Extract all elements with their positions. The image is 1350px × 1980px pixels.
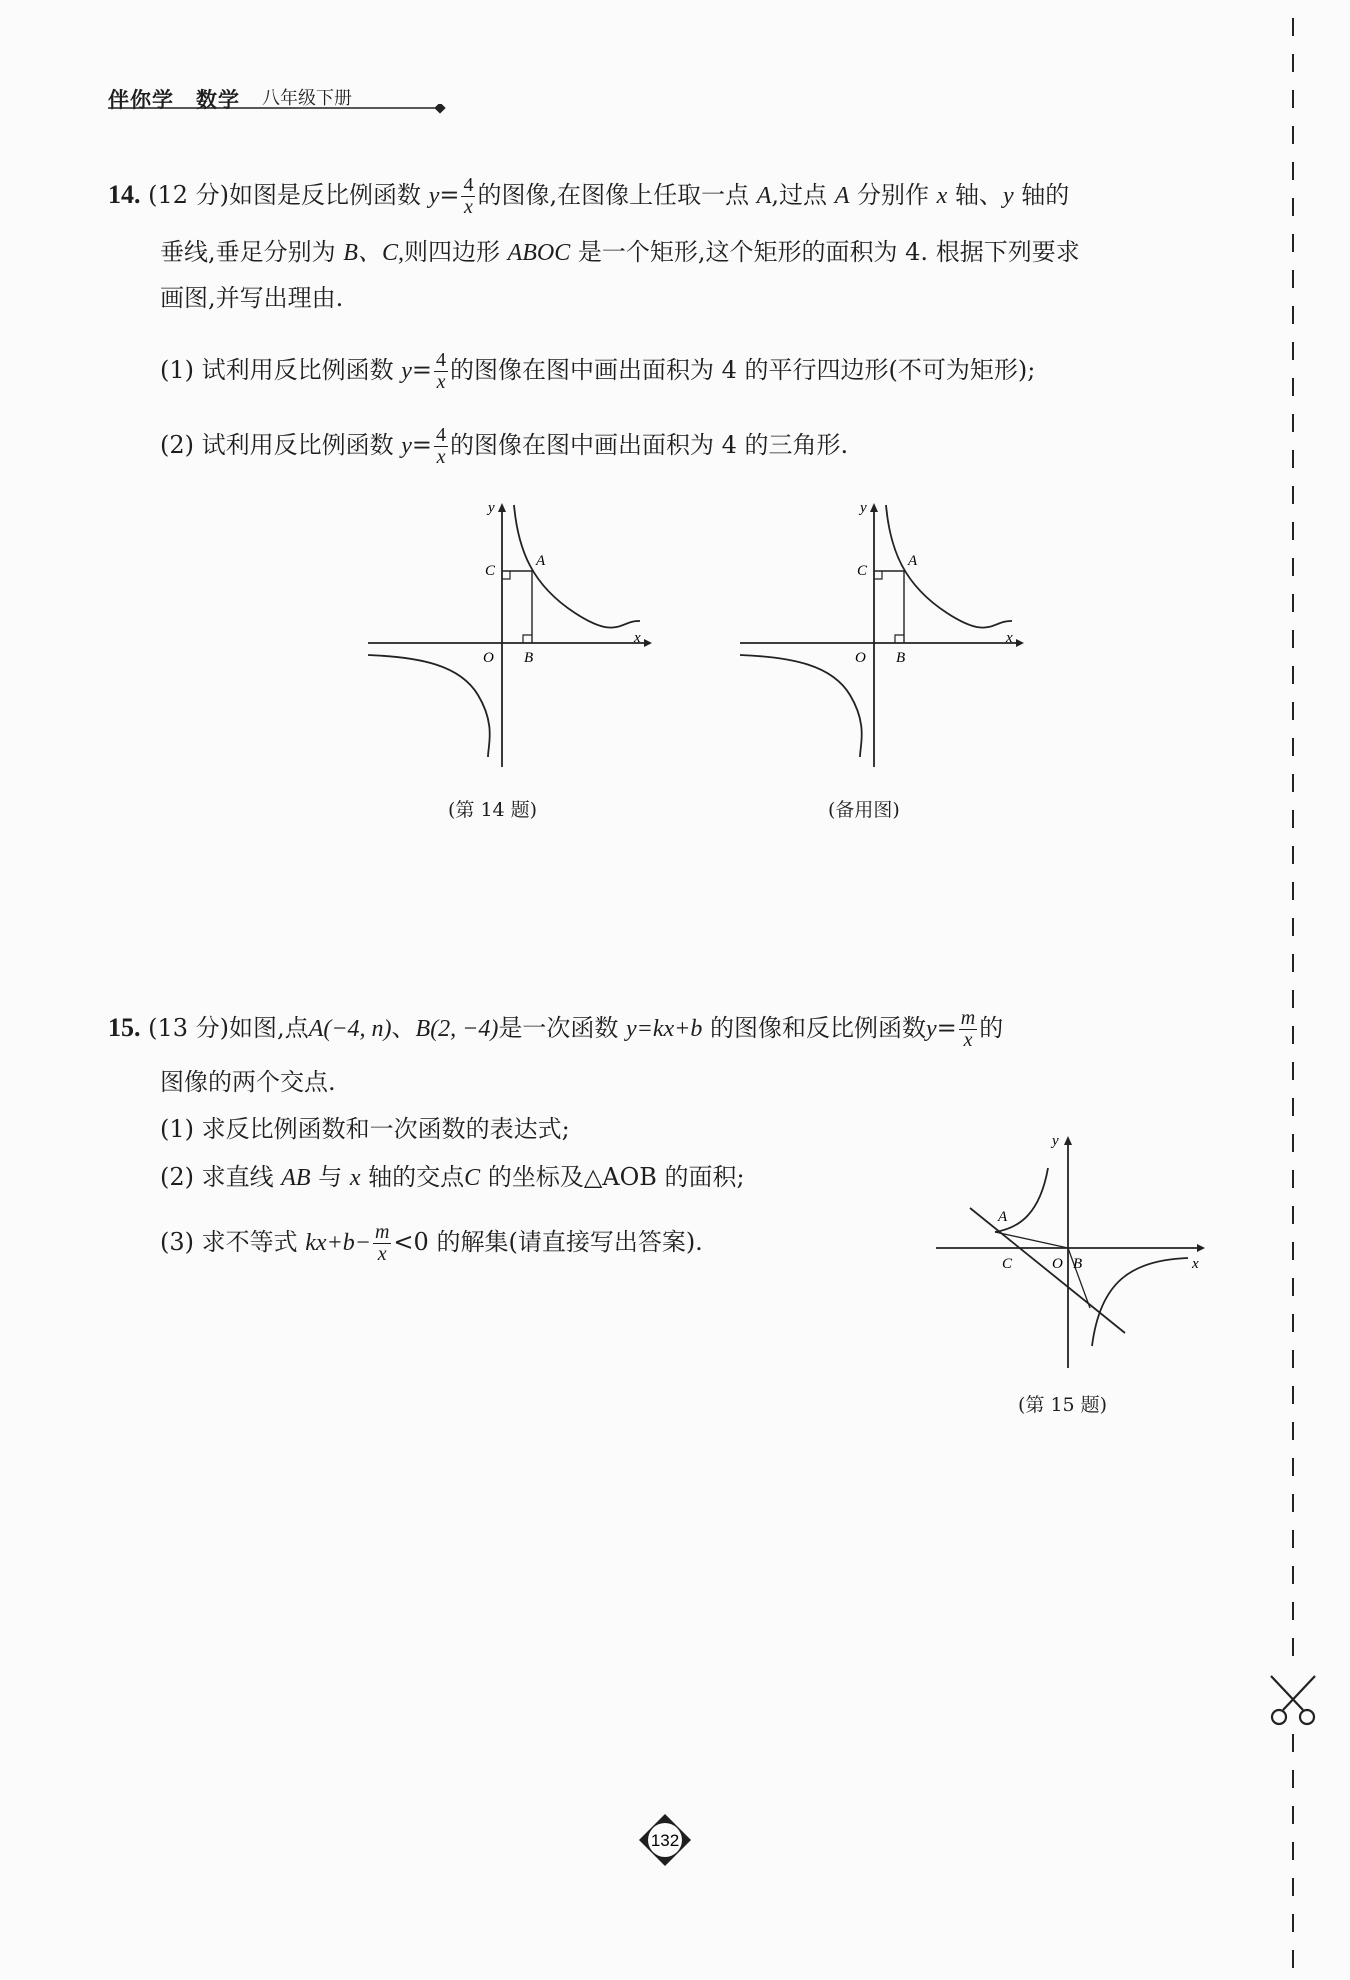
- var-y: y: [428, 183, 440, 209]
- line-AB: [970, 1208, 1125, 1333]
- var-BC: B、C,: [343, 240, 404, 266]
- page-number-badge: [637, 1812, 693, 1868]
- frac-den: x: [436, 446, 446, 468]
- label-O: O: [483, 650, 494, 666]
- label-C: C: [857, 563, 868, 579]
- q14-fig2-caption: (备用图): [828, 799, 900, 821]
- frac-den: x: [963, 1029, 973, 1051]
- q15-text: 的解集(请直接写出答案).: [436, 1228, 703, 1256]
- var-y: y: [1002, 183, 1014, 209]
- label-O: O: [855, 650, 866, 666]
- q14-text: ,过点: [771, 181, 828, 209]
- var-x: x: [936, 183, 948, 209]
- right-angle-mark: [874, 571, 882, 579]
- linear-eq: y=kx+b: [626, 1016, 703, 1042]
- label-y: y: [1052, 1133, 1059, 1149]
- q14-fraction: [434, 425, 448, 468]
- q15-figure: [930, 1128, 1210, 1378]
- eq: =: [439, 181, 460, 209]
- q15-text: 的图像和反比例函数: [710, 1014, 927, 1042]
- label-A: A: [908, 553, 918, 569]
- var-y: y: [401, 358, 412, 384]
- sep: 、: [391, 1014, 416, 1042]
- q15-text: 是一次函数: [498, 1014, 619, 1042]
- q14-figure: [360, 495, 660, 775]
- q15-text: 轴的交点: [368, 1163, 465, 1191]
- hyperbola-q4: [1092, 1258, 1188, 1346]
- var-y: y: [926, 1016, 937, 1042]
- badge-shape: [637, 1812, 693, 1868]
- q14-text: 是一个矩形,这个矩形的面积为 4. 根据下列要求: [577, 238, 1080, 266]
- q15-part-2: [160, 1165, 745, 1190]
- q14-part-2: [160, 425, 848, 468]
- q14-score: (12 分): [148, 181, 230, 209]
- var-y: y: [401, 433, 412, 459]
- hyperbola-q1: [514, 505, 640, 628]
- q14-text: 轴的: [1021, 181, 1070, 209]
- eq: =: [411, 356, 433, 384]
- q14-text: 的图像在图中画出面积为 4 的三角形.: [450, 431, 849, 459]
- label-B: B: [1073, 1256, 1083, 1272]
- label-x: x: [1192, 1256, 1199, 1272]
- page-number: 132: [650, 1831, 680, 1850]
- q15-fraction: [373, 1222, 391, 1265]
- frac-num: m: [960, 1007, 976, 1029]
- q14-line-3: 画图,并写出理由.: [160, 284, 344, 312]
- header-subtitle: 八年级下册: [262, 88, 352, 109]
- q15-text: 如图,点: [229, 1014, 309, 1042]
- x-arrow: [1197, 1244, 1205, 1252]
- eq: =: [411, 431, 433, 459]
- q14-number: 14.: [108, 180, 141, 209]
- inequality-lt: <0: [393, 1228, 429, 1256]
- frac-num: m: [374, 1221, 390, 1243]
- label-O: O: [1052, 1256, 1063, 1272]
- q14-line-1: [108, 175, 1069, 218]
- var-ABOC: ABOC: [507, 240, 571, 266]
- q14-text: (1) 试利用反比例函数: [160, 356, 394, 384]
- frac-num: 4: [436, 349, 447, 371]
- q14-text: 轴、: [954, 181, 1003, 209]
- q15-score: (13 分): [148, 1014, 230, 1042]
- eq: =: [936, 1014, 957, 1042]
- label-C: C: [485, 563, 496, 579]
- point-A: A(−4, n): [308, 1016, 392, 1042]
- q14-text: 则四边形: [403, 238, 500, 266]
- hyperbola-q1: [886, 505, 1012, 628]
- q14-fig1-caption: (第 14 题): [448, 799, 538, 821]
- y-arrow: [498, 503, 506, 512]
- var-A: A: [834, 183, 850, 209]
- q14-text: (2) 试利用反比例函数: [160, 431, 394, 459]
- frac-num: 4: [436, 424, 447, 446]
- x-arrow: [1016, 639, 1024, 647]
- q15-fraction: [959, 1008, 977, 1051]
- q15-part-1: (1) 求反比例函数和一次函数的表达式;: [160, 1115, 570, 1143]
- q14-text: 如图是反比例函数: [229, 181, 422, 209]
- hyperbola-q3: [368, 655, 490, 757]
- q14-text: 的图像在图中画出面积为 4 的平行四边形(不可为矩形);: [450, 356, 1036, 384]
- q15-text: (3) 求不等式: [160, 1228, 298, 1256]
- header-rule: [108, 104, 448, 116]
- q14-text: 垂线,垂足分别为: [160, 238, 336, 266]
- q14-fraction: [434, 350, 448, 393]
- y-arrow: [1064, 1136, 1072, 1145]
- q15-text: 的坐标及△AOB 的面积;: [487, 1163, 745, 1191]
- segment-AO: [995, 1232, 1068, 1248]
- frac-den: x: [436, 371, 446, 393]
- q14-spare-figure: [732, 495, 1032, 775]
- label-x: x: [634, 630, 641, 646]
- var-x: x: [349, 1165, 361, 1191]
- right-angle-mark: [523, 635, 532, 643]
- label-A: A: [536, 553, 546, 569]
- label-A: A: [998, 1209, 1008, 1225]
- inequality: kx+b−: [305, 1230, 371, 1256]
- q15-fig-caption: (第 15 题): [1018, 1394, 1108, 1416]
- frac-num: 4: [463, 174, 474, 196]
- var-A: A: [756, 183, 772, 209]
- point-B: B(2, −4): [415, 1016, 499, 1042]
- q14-text: 分别作: [857, 181, 929, 209]
- label-B: B: [524, 650, 534, 666]
- scissors-icon: [1265, 1672, 1321, 1728]
- q15-text: 的: [979, 1014, 1004, 1042]
- right-angle-mark: [895, 635, 904, 643]
- x-arrow: [644, 639, 652, 647]
- q14-line-2: [160, 240, 1080, 265]
- frac-den: x: [464, 196, 473, 218]
- y-arrow: [870, 503, 878, 512]
- q15-line-2: 图像的两个交点.: [160, 1068, 336, 1096]
- frac-den: x: [377, 1243, 387, 1265]
- right-angle-mark: [502, 571, 510, 579]
- label-C: C: [1002, 1256, 1013, 1272]
- var-AB: AB: [281, 1165, 311, 1191]
- label-y: y: [860, 500, 867, 516]
- label-x: x: [1006, 630, 1013, 646]
- q14-part-1: [160, 350, 1035, 393]
- label-y: y: [488, 500, 495, 516]
- hyperbola-q3: [740, 655, 862, 757]
- q15-text: (2) 求直线: [160, 1163, 274, 1191]
- q14-text: 的图像,在图像上任取一点: [477, 181, 750, 209]
- var-C: C: [464, 1165, 481, 1191]
- header-title: 伴你学 数学: [108, 88, 240, 112]
- q15-line-1: [108, 1008, 1003, 1051]
- q15-number: 15.: [108, 1013, 141, 1042]
- q14-fraction: [461, 175, 475, 218]
- q15-text: 与: [318, 1163, 343, 1191]
- label-B: B: [896, 650, 906, 666]
- q15-part-3: [160, 1222, 703, 1265]
